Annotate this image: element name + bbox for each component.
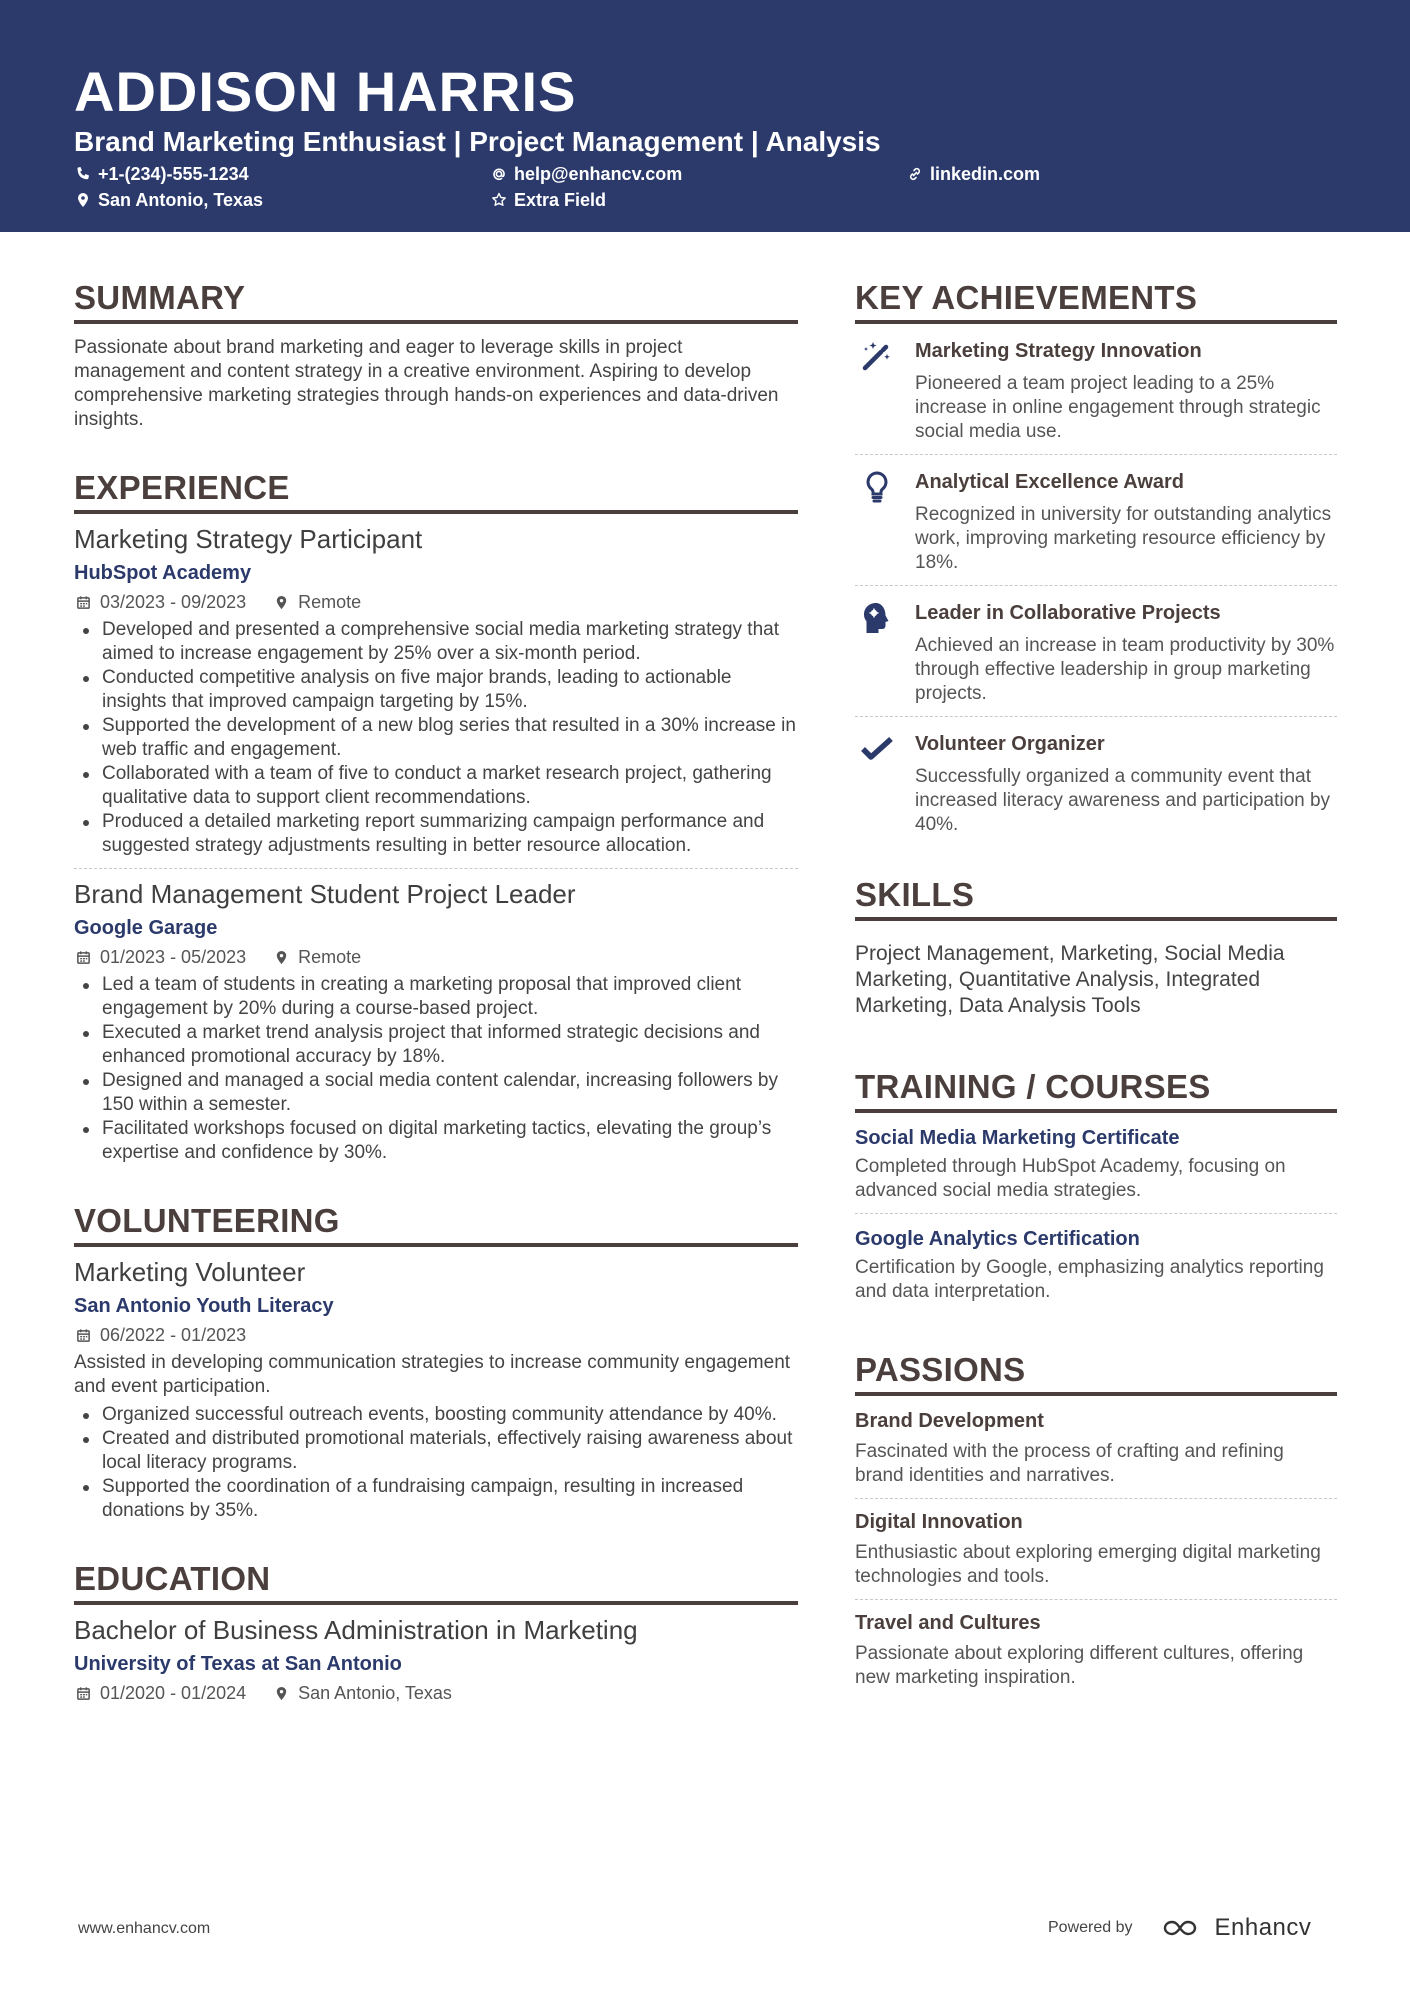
volunteer-bullets (74, 1403, 798, 1523)
achievement-title: Marketing Strategy Innovation (915, 340, 1202, 362)
link-icon (906, 165, 924, 183)
education-meta (74, 1681, 798, 1705)
enhancv-logo-icon (1159, 1916, 1205, 1940)
calendar-icon (74, 593, 92, 611)
volunteer-dates: 06/2022 - 01/2023 (100, 1325, 247, 1345)
job-dates: 03/2023 - 09/2023 (100, 592, 247, 612)
contact-email[interactable] (490, 163, 682, 185)
bullet-item: Organized successful outreach events, boosting community attendance by 40%. (74, 1403, 798, 1427)
achievement-item (855, 324, 1337, 455)
skills-list: Project Management, Marketing, Social Media Marketing, Quantitative Analysis, Integrated Marketing, Data Analysis Tools (855, 942, 1285, 1017)
achievement-desc: Achieved an increase in team productivity by 30% through effective leadership in group marketing projects. (915, 635, 1335, 704)
course-item (855, 1113, 1337, 1214)
bullet-item: Developed and presented a comprehensive social media marketing strategy that aimed to increase engagement by 25% over a six-month period. (74, 618, 798, 666)
lightbulb-icon (855, 469, 915, 575)
company-name: Google Garage (74, 917, 218, 939)
achievement-item (855, 455, 1337, 586)
location-pin-icon (272, 593, 290, 611)
education-location: San Antonio, Texas (298, 1683, 452, 1703)
bullet-item: Facilitated workshops focused on digital marketing tactics, elevating the group’s expertise and confidence by 30%. (74, 1117, 798, 1165)
achievement-item (855, 717, 1337, 847)
job-title: Marketing Strategy Participant (74, 524, 423, 554)
phone-text: +1-(234)-555-1234 (98, 164, 249, 184)
section-title-skills: SKILLS (855, 877, 1337, 921)
email-text[interactable]: help@enhancv.com (514, 164, 683, 184)
linkedin-text[interactable]: linkedin.com (930, 164, 1041, 184)
passion-title: Digital Innovation (855, 1511, 1023, 1533)
achievement-desc: Recognized in university for outstanding analytics work, improving marketing resource efficiency by 18%. (915, 504, 1332, 573)
summary-text: Passionate about brand marketing and eager to leverage skills in project management and content strategy in a creative environment. Aspiring to develop comprehensive marketing strategies through hands-on experiences and data-driven insights. (74, 337, 779, 430)
achievement-item (855, 586, 1337, 717)
achievements-section (855, 280, 1337, 847)
volunteer-role: Marketing Volunteer (74, 1257, 306, 1287)
job-meta (74, 590, 798, 614)
achievement-title: Analytical Excellence Award (915, 471, 1185, 493)
location-pin-icon (272, 948, 290, 966)
calendar-icon (74, 1326, 92, 1344)
school-name: University of Texas at San Antonio (74, 1653, 402, 1675)
course-title: Social Media Marketing Certificate (855, 1127, 1180, 1149)
training-section (855, 1069, 1337, 1304)
bullet-item: Collaborated with a team of five to conduct a market research project, gathering qualitative data to support client recommendations. (74, 762, 798, 810)
contact-phone (74, 163, 249, 185)
contact-location (74, 189, 263, 211)
location-pin-icon (74, 191, 92, 209)
passions-section (855, 1352, 1337, 1690)
course-desc: Completed through HubSpot Academy, focusing on advanced social media strategies. (855, 1156, 1286, 1201)
job-bullets (74, 618, 798, 858)
location-pin-icon (272, 1684, 290, 1702)
course-desc: Certification by Google, emphasizing analytics reporting and data interpretation. (855, 1257, 1324, 1302)
job-meta (74, 945, 798, 969)
location-text: San Antonio, Texas (98, 190, 264, 210)
right-column (855, 280, 1337, 1690)
phone-icon (74, 165, 92, 183)
bullet-item: Led a team of students in creating a marketing proposal that improved client engagement by 20% during a course-based project. (74, 973, 798, 1021)
job-bullets (74, 973, 798, 1165)
contact-extra (490, 189, 606, 211)
footer-website[interactable]: www.enhancv.com (78, 1920, 211, 1937)
job-dates: 01/2023 - 05/2023 (100, 947, 247, 967)
bullet-item: Produced a detailed marketing report summarizing campaign performance and suggested strategy adjustments resulting in better resource allocation. (74, 810, 798, 858)
passion-desc: Fascinated with the process of crafting and refining brand identities and narratives. (855, 1441, 1284, 1486)
bullet-item: Conducted competitive analysis on five major brands, leading to actionable insights that improved campaign targeting by 15%. (74, 666, 798, 714)
left-column (74, 280, 798, 1705)
calendar-icon (74, 1684, 92, 1702)
passion-desc: Enthusiastic about exploring emerging digital marketing technologies and tools. (855, 1542, 1321, 1587)
extra-text: Extra Field (514, 190, 607, 210)
degree: Bachelor of Business Administration in Marketing (74, 1615, 638, 1645)
course-item (855, 1214, 1337, 1304)
volunteering-section (74, 1203, 798, 1523)
experience-section (74, 470, 798, 1165)
calendar-icon (74, 948, 92, 966)
job-location: Remote (298, 592, 362, 612)
footer-powered (1048, 1914, 1311, 1942)
section-title-education: EDUCATION (74, 1561, 798, 1605)
volunteer-org: San Antonio Youth Literacy (74, 1295, 334, 1317)
experience-item (74, 524, 798, 869)
bullet-item: Created and distributed promotional materials, effectively raising awareness about local literacy programs. (74, 1427, 798, 1475)
enhancv-logo[interactable] (1159, 1914, 1312, 1942)
achievement-desc: Successfully organized a community event that increased literacy awareness and participation by 40%. (915, 766, 1331, 835)
achievement-title: Leader in Collaborative Projects (915, 602, 1221, 624)
section-title-summary: SUMMARY (74, 280, 798, 324)
company-name: HubSpot Academy (74, 562, 252, 584)
course-title: Google Analytics Certification (855, 1228, 1140, 1250)
at-icon (490, 165, 508, 183)
achievement-desc: Pioneered a team project leading to a 25% increase in online engagement through strategic social media use. (915, 373, 1321, 442)
section-title-training: TRAINING / COURSES (855, 1069, 1337, 1113)
bullet-item: Executed a market trend analysis project that informed strategic decisions and enhanced promotional accuracy by 18%. (74, 1021, 798, 1069)
job-location: Remote (298, 947, 362, 967)
magic-wand-icon (855, 338, 915, 444)
bullet-item: Supported the development of a new blog series that resulted in a 30% increase in web traffic and engagement. (74, 714, 798, 762)
education-dates: 01/2020 - 01/2024 (100, 1683, 247, 1703)
bullet-item: Designed and managed a social media content calendar, increasing followers by 150 within a semester. (74, 1069, 798, 1117)
summary-section (74, 280, 798, 432)
section-title-achievements: KEY ACHIEVEMENTS (855, 280, 1337, 324)
star-icon (490, 191, 508, 209)
resume-header (0, 0, 1410, 232)
powered-by-label: Powered by (1048, 1919, 1133, 1936)
candidate-tagline: Brand Marketing Enthusiast | Project Management | Analysis (74, 126, 881, 157)
volunteer-meta (74, 1323, 798, 1347)
passion-item (855, 1499, 1337, 1600)
section-title-passions: PASSIONS (855, 1352, 1337, 1396)
candidate-name: ADDISON HARRIS (74, 60, 577, 123)
section-title-experience: EXPERIENCE (74, 470, 798, 514)
section-title-volunteering: VOLUNTEERING (74, 1203, 798, 1247)
passion-desc: Passionate about exploring different cultures, offering new marketing inspiration. (855, 1643, 1304, 1688)
brand-name: Enhancv (1214, 1914, 1312, 1941)
passion-title: Brand Development (855, 1410, 1044, 1432)
bullet-item: Supported the coordination of a fundraising campaign, resulting in increased donations by 35%. (74, 1475, 798, 1523)
education-section (74, 1561, 798, 1705)
experience-item (74, 879, 798, 1165)
checkmark-icon (855, 731, 915, 837)
volunteer-description: Assisted in developing communication strategies to increase community engagement and event participation. (74, 1352, 791, 1397)
passion-item (855, 1396, 1337, 1499)
skills-section (855, 877, 1337, 1019)
achievement-title: Volunteer Organizer (915, 733, 1105, 755)
passion-title: Travel and Cultures (855, 1612, 1041, 1634)
contact-linkedin[interactable] (906, 163, 1040, 185)
head-brain-icon (855, 600, 915, 706)
passion-item (855, 1600, 1337, 1690)
job-title: Brand Management Student Project Leader (74, 879, 576, 909)
